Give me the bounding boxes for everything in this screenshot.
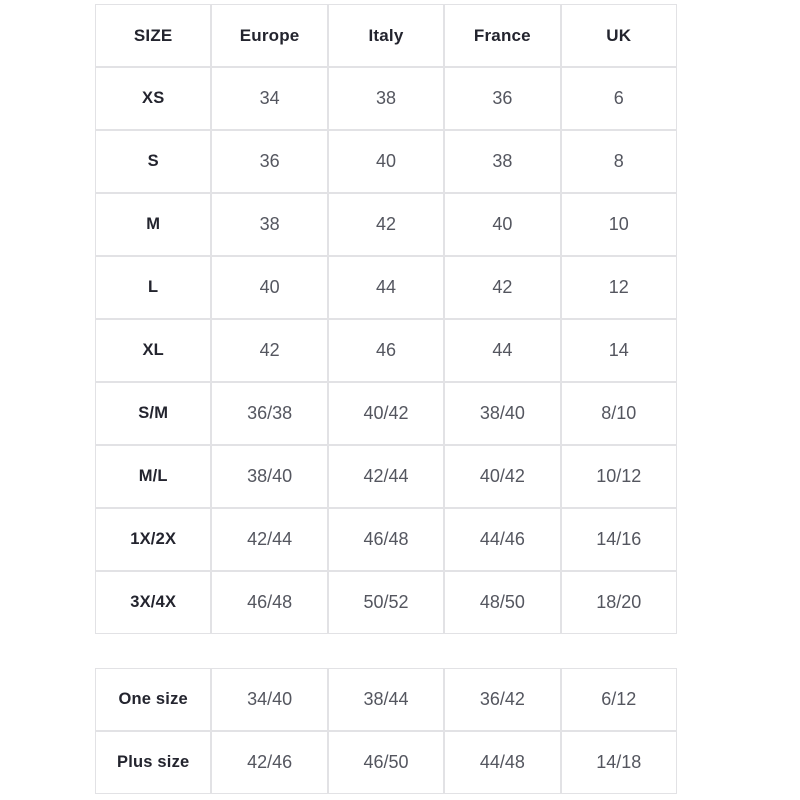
size-value-cell: 38/40 bbox=[444, 382, 560, 445]
size-value-cell: 46 bbox=[328, 319, 444, 382]
size-table-body bbox=[95, 67, 677, 634]
size-value-cell: 36 bbox=[211, 130, 327, 193]
table-row bbox=[95, 193, 677, 256]
size-value-cell: 40 bbox=[211, 256, 327, 319]
size-value-cell: 10/12 bbox=[561, 445, 677, 508]
size-value-cell: 14/18 bbox=[561, 731, 677, 794]
size-value-cell: 34 bbox=[211, 67, 327, 130]
size-value-cell: 44 bbox=[328, 256, 444, 319]
size-value-cell: 8/10 bbox=[561, 382, 677, 445]
column-header-europe: Europe bbox=[211, 4, 327, 67]
size-value-cell: 36/42 bbox=[444, 668, 560, 731]
size-label-cell: XL bbox=[95, 319, 211, 382]
size-value-cell: 42/44 bbox=[328, 445, 444, 508]
table-row bbox=[95, 382, 677, 445]
size-value-cell: 40 bbox=[328, 130, 444, 193]
size-value-cell: 38 bbox=[211, 193, 327, 256]
table-row bbox=[95, 130, 677, 193]
table-row bbox=[95, 319, 677, 382]
size-conversion-table bbox=[95, 4, 677, 634]
size-label-cell: One size bbox=[95, 668, 211, 731]
one-size-table-body bbox=[95, 668, 677, 794]
size-value-cell: 12 bbox=[561, 256, 677, 319]
size-value-cell: 44/46 bbox=[444, 508, 560, 571]
table-row bbox=[95, 445, 677, 508]
size-value-cell: 38 bbox=[328, 67, 444, 130]
size-value-cell: 38/44 bbox=[328, 668, 444, 731]
column-header-size: SIZE bbox=[95, 4, 211, 67]
table-row bbox=[95, 731, 677, 794]
size-label-cell: S/M bbox=[95, 382, 211, 445]
size-value-cell: 40/42 bbox=[444, 445, 560, 508]
size-label-cell: Plus size bbox=[95, 731, 211, 794]
size-value-cell: 46/48 bbox=[328, 508, 444, 571]
size-value-cell: 42 bbox=[211, 319, 327, 382]
size-value-cell: 42 bbox=[444, 256, 560, 319]
size-value-cell: 8 bbox=[561, 130, 677, 193]
size-value-cell: 40 bbox=[444, 193, 560, 256]
size-value-cell: 38/40 bbox=[211, 445, 327, 508]
size-value-cell: 42 bbox=[328, 193, 444, 256]
size-value-cell: 46/48 bbox=[211, 571, 327, 634]
table-row bbox=[95, 668, 677, 731]
size-table-header bbox=[95, 4, 677, 67]
size-label-cell: M bbox=[95, 193, 211, 256]
one-size-plus-size-table bbox=[95, 668, 677, 794]
header-row bbox=[95, 4, 677, 67]
size-value-cell: 6/12 bbox=[561, 668, 677, 731]
size-value-cell: 36/38 bbox=[211, 382, 327, 445]
size-value-cell: 6 bbox=[561, 67, 677, 130]
size-value-cell: 42/46 bbox=[211, 731, 327, 794]
table-row bbox=[95, 571, 677, 634]
size-label-cell: M/L bbox=[95, 445, 211, 508]
size-value-cell: 14/16 bbox=[561, 508, 677, 571]
size-value-cell: 18/20 bbox=[561, 571, 677, 634]
size-value-cell: 42/44 bbox=[211, 508, 327, 571]
size-value-cell: 48/50 bbox=[444, 571, 560, 634]
size-value-cell: 46/50 bbox=[328, 731, 444, 794]
size-value-cell: 10 bbox=[561, 193, 677, 256]
column-header-france: France bbox=[444, 4, 560, 67]
size-value-cell: 14 bbox=[561, 319, 677, 382]
table-row bbox=[95, 508, 677, 571]
size-value-cell: 50/52 bbox=[328, 571, 444, 634]
column-header-italy: Italy bbox=[328, 4, 444, 67]
size-label-cell: 1X/2X bbox=[95, 508, 211, 571]
size-value-cell: 38 bbox=[444, 130, 560, 193]
table-row bbox=[95, 256, 677, 319]
size-value-cell: 34/40 bbox=[211, 668, 327, 731]
size-label-cell: XS bbox=[95, 67, 211, 130]
size-value-cell: 44/48 bbox=[444, 731, 560, 794]
size-label-cell: L bbox=[95, 256, 211, 319]
size-value-cell: 36 bbox=[444, 67, 560, 130]
table-row bbox=[95, 67, 677, 130]
size-label-cell: 3X/4X bbox=[95, 571, 211, 634]
column-header-uk: UK bbox=[561, 4, 677, 67]
size-value-cell: 40/42 bbox=[328, 382, 444, 445]
size-value-cell: 44 bbox=[444, 319, 560, 382]
size-label-cell: S bbox=[95, 130, 211, 193]
